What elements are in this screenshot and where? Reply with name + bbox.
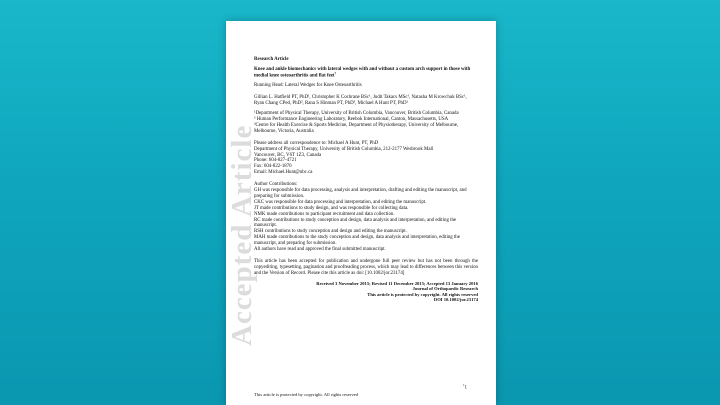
correspondence-line: Department of Physical Therapy, University of British Columbia, 212-2177 Wesbrook Mall — [254, 146, 434, 152]
correspondence-line: Vancouver, BC, V6T 1Z3, Canada — [254, 152, 322, 158]
contribution-line: CKC was responsible for data processing and interpretation, and editing the manuscript. — [254, 199, 427, 205]
article-title: Knee and ankle biomechanics with lateral wedges with and without a custom arch support in those with medial knee osteoarthritis and flat feet† — [254, 66, 471, 79]
contribution-line: NMK made contributions to participant recruitment and data collection. — [254, 211, 395, 217]
page-content — [254, 57, 478, 303]
contribution-line: JT made contributions to study design, and was responsible for collecting data. — [254, 205, 409, 211]
correspondence-email: Email: Michael.Hunt@ubc.ca — [254, 170, 313, 176]
running-head: Running Head: Lateral Wedges for Knee Osteoarthritis — [254, 83, 362, 89]
meta-journal: Journal of Orthopaedic Research — [412, 286, 478, 292]
correspondence-line: Please address all correspondence to: Michael A Hunt, PT, PhD — [254, 140, 379, 146]
correspondence-line: Fax: 604-822-1870 — [254, 164, 292, 170]
contribution-line: RC made contributions to study conception and design, data analysis and interpretation, and editing the manuscript. — [254, 217, 457, 229]
author-contributions — [254, 182, 478, 253]
contribution-line: MAH made contributions to the study conception and design, data analysis and interpretation, editing the manuscript, and preparing for submission. — [254, 235, 460, 247]
author-list: Gillian L. Hatfield PT, PhD¹, Christopher K Cochrane BSc¹, Judit Takacs MSc¹, Natasha M Krowchuk BSc¹, Ryan Chang CPed, PhD², Rana S Hinman PT, PhD³, Michael A Hunt PT, PhD¹ — [254, 95, 467, 107]
correspondence-line: Phone: 604-827-4721 — [254, 158, 297, 164]
correspondence-block — [254, 141, 478, 176]
meta-copyright: This article is protected by copyright. All rights reserved — [367, 291, 478, 297]
affiliation: ³Centre for Health Exercise & Sports Medicine, Department of Physiotherapy, University of Melbourne, Melbourne, Victoria, Australia — [254, 122, 459, 134]
affiliation: ¹Department of Physical Therapy, University of British Columbia, Vancouver, British Columbia, Canada — [254, 111, 459, 117]
affiliation: ² Human Performance Engineering Laboratory, Reebok International, Canton, Massachusetts, USA — [254, 116, 449, 122]
accepted-article-notice: This article has been accepted for publication and undergone full peer review but has not been through the copyediting, typesetting, pagination and proofreading process, which may lead to differences between this version and the Version of Record. Please cite this article as doi: [10.1002/jor.23174] — [254, 259, 478, 276]
contribution-line: Author Contributions: — [254, 182, 298, 188]
document-page — [226, 21, 496, 405]
contribution-line: RSH contributions to study conception and design and editing the manuscript. — [254, 229, 407, 235]
contribution-line: All authors have read and approved the final submitted manuscript. — [254, 247, 386, 253]
copyright-footer: This article is protected by copyright. All rights reserved — [254, 392, 358, 397]
contribution-line: GH was responsible for data processing, analysis and interpretation, drafting and editing the manuscript, and preparing for submission. — [254, 188, 467, 199]
publication-meta — [254, 281, 478, 303]
article-type-label: Research Article — [254, 57, 289, 62]
accepted-article-watermark: Accepted Article — [226, 124, 258, 346]
page-number: †1 — [462, 383, 467, 391]
meta-dates: Received 3 November 2015; Revised 11 December 2015; Accepted 13 January 2016 — [316, 280, 478, 286]
meta-doi: DOI 10.1002/jor.23174 — [433, 297, 478, 303]
